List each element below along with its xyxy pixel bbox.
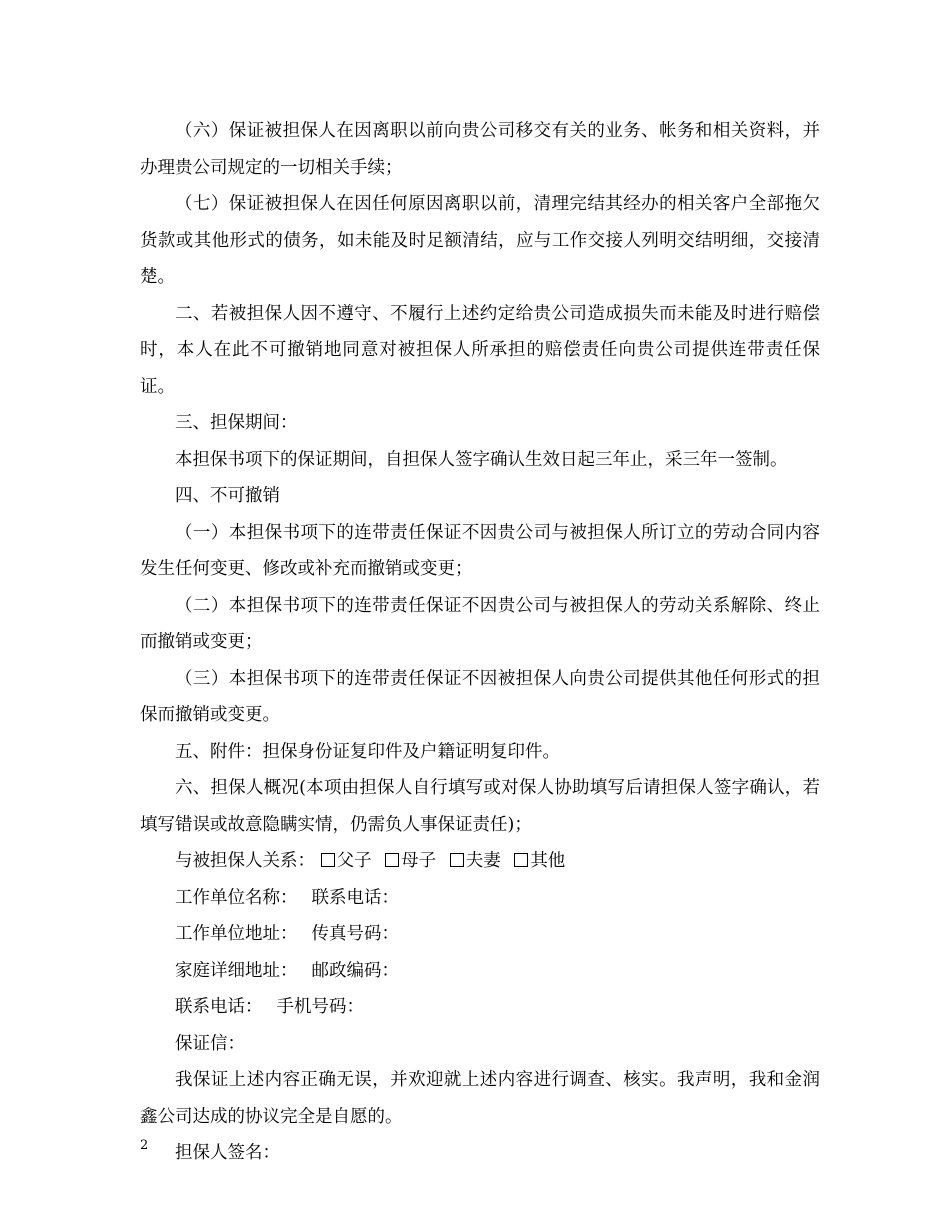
field-row-work-unit [140, 880, 820, 917]
guarantee-letter-body: 我保证上述内容正确无误，并欢迎就上述内容进行调查、核实。我声明，我和金润鑫公司达成的协议完全是自愿的。 [140, 1070, 820, 1127]
paragraph-guarantee-period: 本担保书项下的保证期间，自担保人签字确认生效日起三年止，采三年一签制。 [175, 449, 788, 470]
guarantee-letter-heading: 保证信： [175, 1033, 245, 1054]
field-row-home-address [140, 953, 820, 990]
field-label-work-address: 工作单位地址： [175, 924, 298, 944]
relation-label: 与被担保人关系： [175, 851, 315, 871]
paragraph-section-4-heading: 四、不可撤销 [175, 486, 280, 506]
relation-checkbox-spouse[interactable]: 夫妻 [450, 843, 501, 880]
field-label-postcode: 邮政编码： [311, 960, 399, 981]
paragraph-section-3-heading: 三、担保期间： [175, 413, 298, 433]
paragraph-irrevocable-3: （三）本担保书项下的连带责任保证不因被担保人向贵公司提供其他任何形式的担保而撤销或变更。 [140, 668, 820, 725]
field-label-contact-phone: 联系电话： [311, 887, 399, 908]
field-row-work-address [140, 916, 820, 953]
checkbox-icon [450, 853, 464, 867]
signature-label: 担保人签名： [175, 1143, 280, 1163]
paragraph-section-6-overview: 六、担保人概况(本项由担保人自行填写或对保人协助填写后请担保人签字确认，若填写错误或故意隐瞒实情，仍需负人事保证责任)； [140, 778, 820, 835]
paragraph-clause-6: （六）保证被担保人在因离职以前向贵公司移交有关的业务、帐务和相关资料，并办理贵公司规定的一切相关手续； [140, 121, 820, 178]
paragraph-clause-7: （七）保证被担保人在因任何原因离职以前，清理完结其经办的相关客户全部拖欠货款或其他形式的债务，如未能及时足额清结，应与工作交接人列明交结明细，交接清楚。 [140, 194, 820, 287]
field-row-phones [140, 989, 820, 1026]
relation-checkbox-father-son[interactable]: 父子 [321, 843, 372, 880]
paragraph-irrevocable-2: （二）本担保书项下的连带责任保证不因贵公司与被担保人的劳动关系解除、终止而撤销或变更； [140, 595, 820, 652]
checkbox-icon [514, 853, 528, 867]
checkbox-icon [321, 853, 335, 867]
paragraph-irrevocable-1: （一）本担保书项下的连带责任保证不因贵公司与被担保人所订立的劳动合同内容发生任何变更、修改或补充而撤销或变更； [140, 522, 820, 579]
field-label-work-unit-name: 工作单位名称： [175, 887, 298, 908]
page-number: 2 [140, 1138, 149, 1153]
field-label-mobile: 手机号码： [276, 997, 364, 1017]
checkbox-icon [385, 853, 399, 867]
paragraph-section-5-attachments: 五、附件：担保身份证复印件及户籍证明复印件。 [175, 741, 560, 762]
relation-checkbox-other[interactable]: 其他 [514, 843, 565, 880]
relation-checkbox-mother-son[interactable]: 母子 [385, 843, 436, 880]
field-label-fax: 传真号码： [311, 924, 399, 944]
relation-row [140, 843, 820, 880]
field-label-home-address: 家庭详细地址： [175, 960, 298, 981]
field-label-phone: 联系电话： [175, 997, 263, 1017]
paragraph-section-2: 二、若被担保人因不遵守、不履行上述约定给贵公司造成损失而未能及时进行赔偿时，本人在此不可撤销地同意对被担保人所承担的赔偿责任向贵公司提供连带责任保证。 [140, 303, 820, 397]
document-body [140, 113, 820, 1172]
